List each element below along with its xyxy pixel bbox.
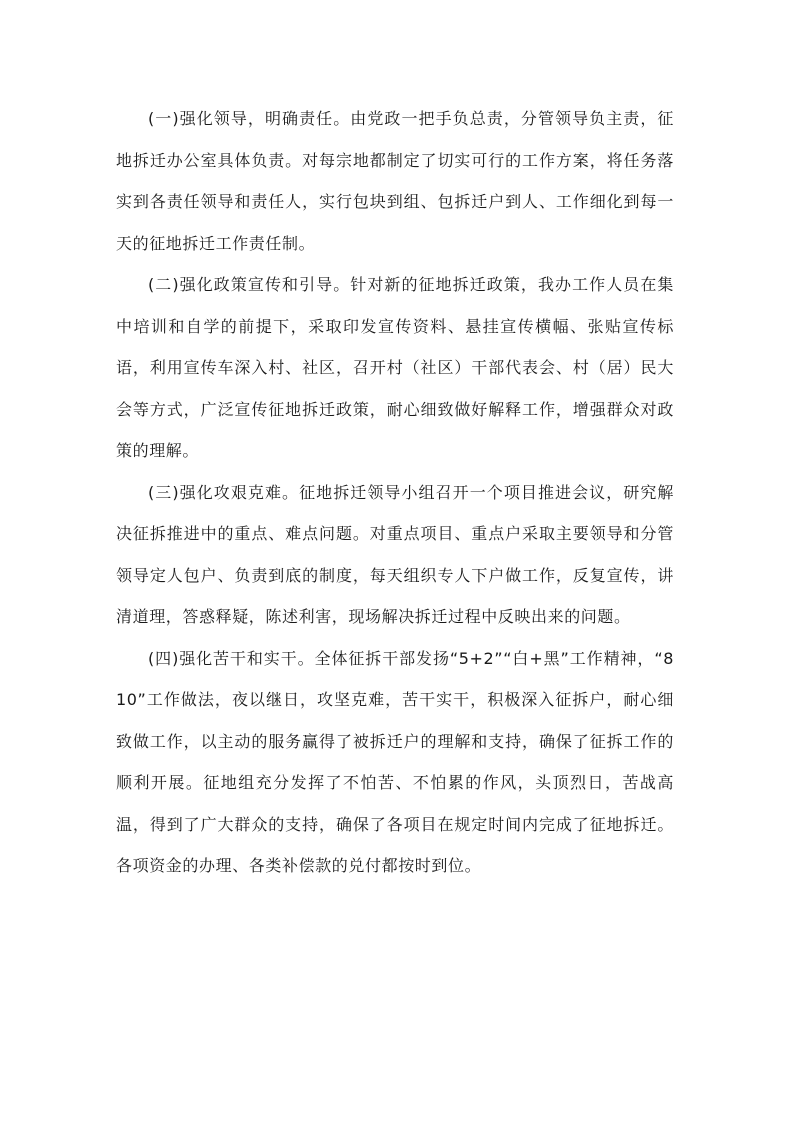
paragraph-4: (四)强化苦干和实干。全体征拆干部发扬“5+2”“白+黑”工作精神，“810”工作做法，夜以继日，攻坚克难，苦干实干，积极深入征拆户，耐心细致做工作，以主动的服务赢得了被拆迁户的理解和支持，确保了征拆工作的顺利开展。征地组充分发挥了不怕苦、不怕累的作风，头顶烈日，苦战高温，得到了广大群众的支持，确保了各项目在规定时间内完成了征地拆迁。各项资金的办理、各类补偿款的兑付都按时到位。	[116, 648, 674, 875]
paragraph-3: (三)强化攻艰克难。征地拆迁领导小组召开一个项目推进会议，研究解决征拆推进中的重点、难点问题。对重点项目、重点户采取主要领导和分管领导定人包户、负责到底的制度，每天组织专人下户做工作，反复宣传，讲清道理，答惑释疑，陈述利害，现场解决拆迁过程中反映出来的问题。	[116, 482, 674, 626]
paragraph-1: (一)强化领导，明确责任。由党政一把手负总责，分管领导负主责，征地拆迁办公室具体负责。对每宗地都制定了切实可行的工作方案，将任务落实到各责任领导和责任人，实行包块到组、包拆迁户到人、工作细化到每一天的征地拆迁工作责任制。	[116, 109, 674, 253]
paragraph-2: (二)强化政策宣传和引导。针对新的征地拆迁政策，我办工作人员在集中培训和自学的前提下，采取印发宣传资料、悬挂宣传横幅、张贴宣传标语，利用宣传车深入村、社区，召开村（社区）干部代表会、村（居）民大会等方式，广泛宣传征地拆迁政策，耐心细致做好解释工作，增强群众对政策的理解。	[116, 275, 674, 460]
document-page	[116, 98, 674, 887]
